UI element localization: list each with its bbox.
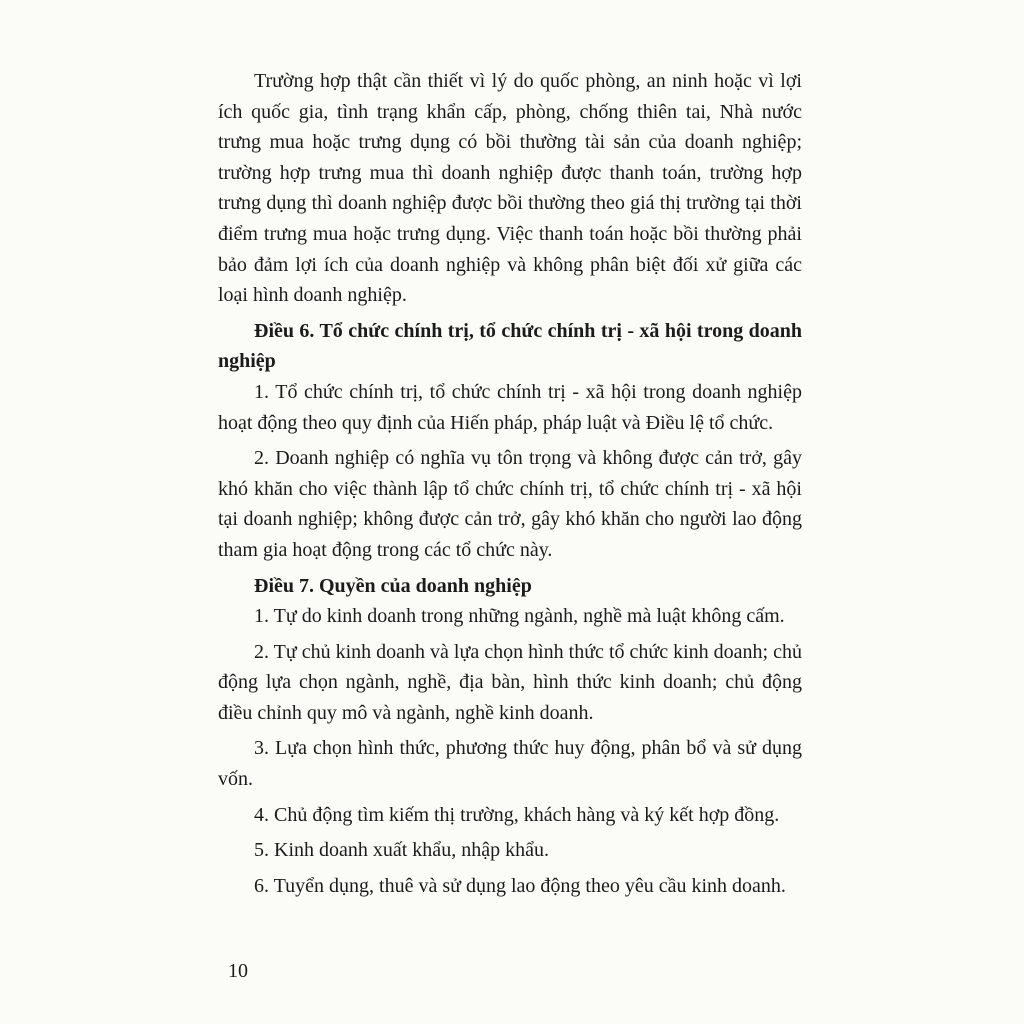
page-body-text xyxy=(218,66,802,901)
article-7-clause-4: 4. Chủ động tìm kiếm thị trường, khách hàng và ký kết hợp đồng. xyxy=(254,803,780,826)
article-6-clause-2: 2. Doanh nghiệp có nghĩa vụ tôn trọng và không được cản trở, gây khó khăn cho việc thành lập tổ chức chính trị, tổ chức chính trị - xã hội tại doanh nghiệp; không được cản trở, gây khó khăn cho người lao động tham gia hoạt động trong các tổ chức này. xyxy=(218,447,802,561)
article-7-clause-1: 1. Tự do kinh doanh trong những ngành, nghề mà luật không cấm. xyxy=(254,605,785,628)
article-7-clause-2: 2. Tự chủ kinh doanh và lựa chọn hình thức tổ chức kinh doanh; chủ động lựa chọn ngành, nghề, địa bàn, hình thức kinh doanh; chủ động điều chỉnh quy mô và ngành, nghề kinh doanh. xyxy=(218,640,802,724)
article-7-clause-5: 5. Kinh doanh xuất khẩu, nhập khẩu. xyxy=(254,839,549,862)
article-6-heading: Điều 6. Tổ chức chính trị, tổ chức chính trị - xã hội trong doanh nghiệp xyxy=(218,319,802,373)
article-7-clause-3: 3. Lựa chọn hình thức, phương thức huy động, phân bổ và sử dụng vốn. xyxy=(218,737,802,791)
article-6-clause-1: 1. Tổ chức chính trị, tổ chức chính trị - xã hội trong doanh nghiệp hoạt động theo quy định của Hiến pháp, pháp luật và Điều lệ tổ chức. xyxy=(218,380,802,434)
paragraph-requisition: Trường hợp thật cần thiết vì lý do quốc phòng, an ninh hoặc vì lợi ích quốc gia, tình trạng khẩn cấp, phòng, chống thiên tai, Nhà nước trưng mua hoặc trưng dụng có bồi thường tài sản của doanh nghiệp; trường hợp trưng mua thì doanh nghiệp được thanh toán, trường hợp trưng dụng thì doanh nghiệp được bồi thường theo giá thị trường tại thời điểm trưng mua hoặc trưng dụng. Việc thanh toán hoặc bồi thường phải bảo đảm lợi ích của doanh nghiệp và không phân biệt đối xử giữa các loại hình doanh nghiệp. xyxy=(218,70,802,307)
article-7-heading: Điều 7. Quyền của doanh nghiệp xyxy=(254,574,532,597)
article-7-clause-6: 6. Tuyển dụng, thuê và sử dụng lao động theo yêu cầu kinh doanh. xyxy=(254,874,786,897)
page-number: 10 xyxy=(228,960,248,982)
